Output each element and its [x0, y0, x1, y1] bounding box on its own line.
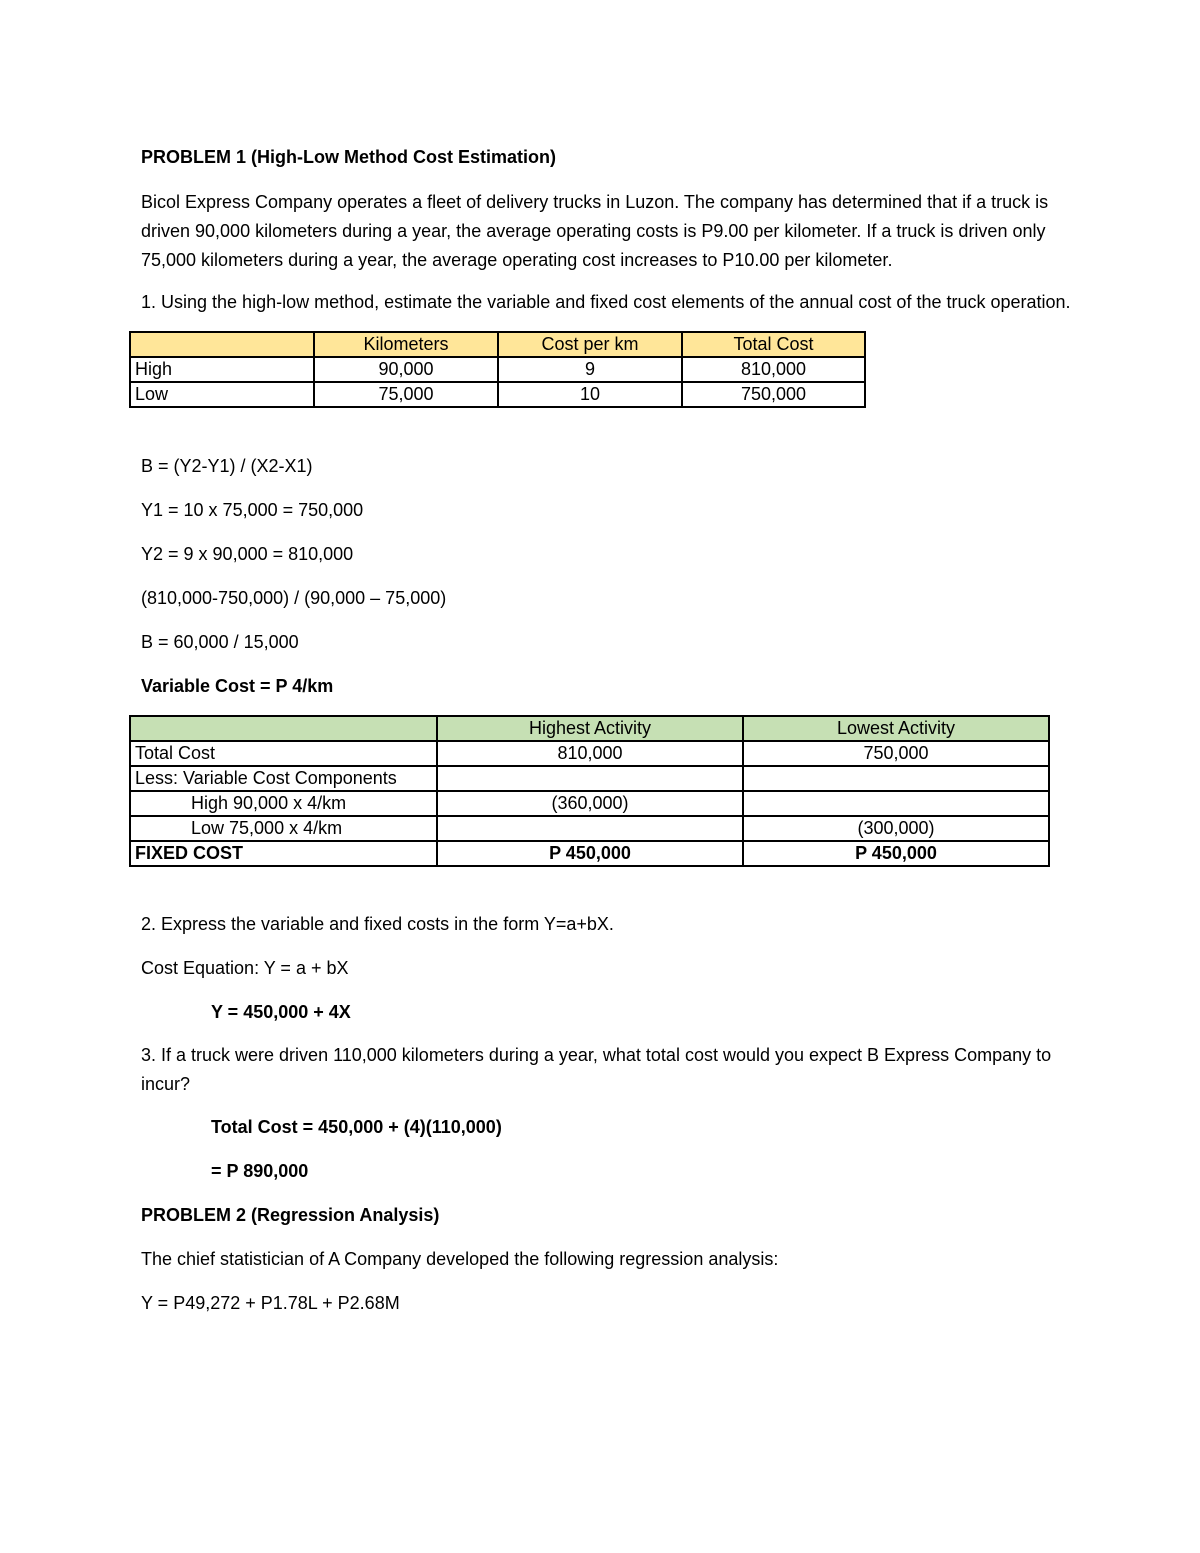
question-2: 2. Express the variable and fixed costs in the form Y=a+bX. — [141, 914, 614, 934]
table-cell: 750,000 — [682, 382, 865, 407]
table-cell: 90,000 — [314, 357, 498, 382]
table-cell: 10 — [498, 382, 682, 407]
table-cell — [743, 766, 1049, 791]
cost-equation-label: Cost Equation: Y = a + bX — [141, 958, 349, 978]
table-cell — [743, 791, 1049, 816]
table-header-cell: Highest Activity — [437, 716, 743, 741]
fixed-cost-table — [129, 715, 1050, 867]
table-cell: Total Cost — [130, 741, 437, 766]
table-cell: 75,000 — [314, 382, 498, 407]
table-cell: Low — [130, 382, 314, 407]
table-cell: (360,000) — [437, 791, 743, 816]
table-row — [130, 841, 1049, 866]
table-header-cell: Total Cost — [682, 332, 865, 357]
problem1-intro: Bicol Express Company operates a fleet of delivery trucks in Luzon. The company has determined that if a truck is driven 90,000 kilometers during a year, the average operating costs is P9.00 per kilometer. If a truck is driven only 75,000 kilometers during a year, the average operating cost increases to P10.00 per kilometer. — [141, 192, 1049, 270]
table-cell: FIXED COST — [130, 841, 437, 866]
table-cell — [437, 766, 743, 791]
table-cell: P 450,000 — [743, 841, 1049, 866]
calc-line: (810,000-750,000) / (90,000 – 75,000) — [141, 588, 447, 608]
table-cell: Low 75,000 x 4/km — [130, 816, 437, 841]
table-row — [130, 382, 865, 407]
table-row — [130, 816, 1049, 841]
table-cell: 810,000 — [437, 741, 743, 766]
table-row — [130, 766, 1049, 791]
table-cell: P 450,000 — [437, 841, 743, 866]
variable-cost-result: Variable Cost = P 4/km — [141, 676, 334, 696]
calc-line: B = 60,000 / 15,000 — [141, 632, 299, 652]
table-header-row — [130, 716, 1049, 741]
table-row — [130, 357, 865, 382]
table-header-cell: Kilometers — [314, 332, 498, 357]
table-cell: 750,000 — [743, 741, 1049, 766]
calc-line: B = (Y2-Y1) / (X2-X1) — [141, 456, 313, 476]
calc-line: Y1 = 10 x 75,000 = 750,000 — [141, 500, 364, 520]
table-row — [130, 791, 1049, 816]
table-cell: 9 — [498, 357, 682, 382]
total-cost-formula: Total Cost = 450,000 + (4)(110,000) — [211, 1117, 502, 1137]
table-cell: High 90,000 x 4/km — [130, 791, 437, 816]
question-1: 1. Using the high-low method, estimate the variable and fixed cost elements of the annual cost of the truck operation. — [141, 292, 1071, 312]
table-header-row — [130, 332, 865, 357]
high-low-table — [129, 331, 866, 408]
table-cell: (300,000) — [743, 816, 1049, 841]
calc-line: Y2 = 9 x 90,000 = 810,000 — [141, 544, 354, 564]
question-3: 3. If a truck were driven 110,000 kilometers during a year, what total cost would you expect B Express Company to incur? — [141, 1045, 1052, 1094]
table-header-cell — [130, 716, 437, 741]
regression-equation: Y = P49,272 + P1.78L + P2.68M — [141, 1293, 400, 1313]
problem2-title: PROBLEM 2 (Regression Analysis) — [141, 1205, 440, 1225]
table-cell — [437, 816, 743, 841]
table-header-cell: Cost per km — [498, 332, 682, 357]
table-header-cell: Lowest Activity — [743, 716, 1049, 741]
problem1-title: PROBLEM 1 (High-Low Method Cost Estimation) — [141, 147, 556, 167]
total-cost-result: = P 890,000 — [211, 1161, 309, 1181]
document-page — [135, 143, 1071, 1318]
table-cell: 810,000 — [682, 357, 865, 382]
table-cell: Less: Variable Cost Components — [130, 766, 437, 791]
table-header-cell — [130, 332, 314, 357]
problem2-intro: The chief statistician of A Company developed the following regression analysis: — [141, 1249, 779, 1269]
cost-equation: Y = 450,000 + 4X — [211, 1002, 351, 1022]
table-cell: High — [130, 357, 314, 382]
table-row — [130, 741, 1049, 766]
